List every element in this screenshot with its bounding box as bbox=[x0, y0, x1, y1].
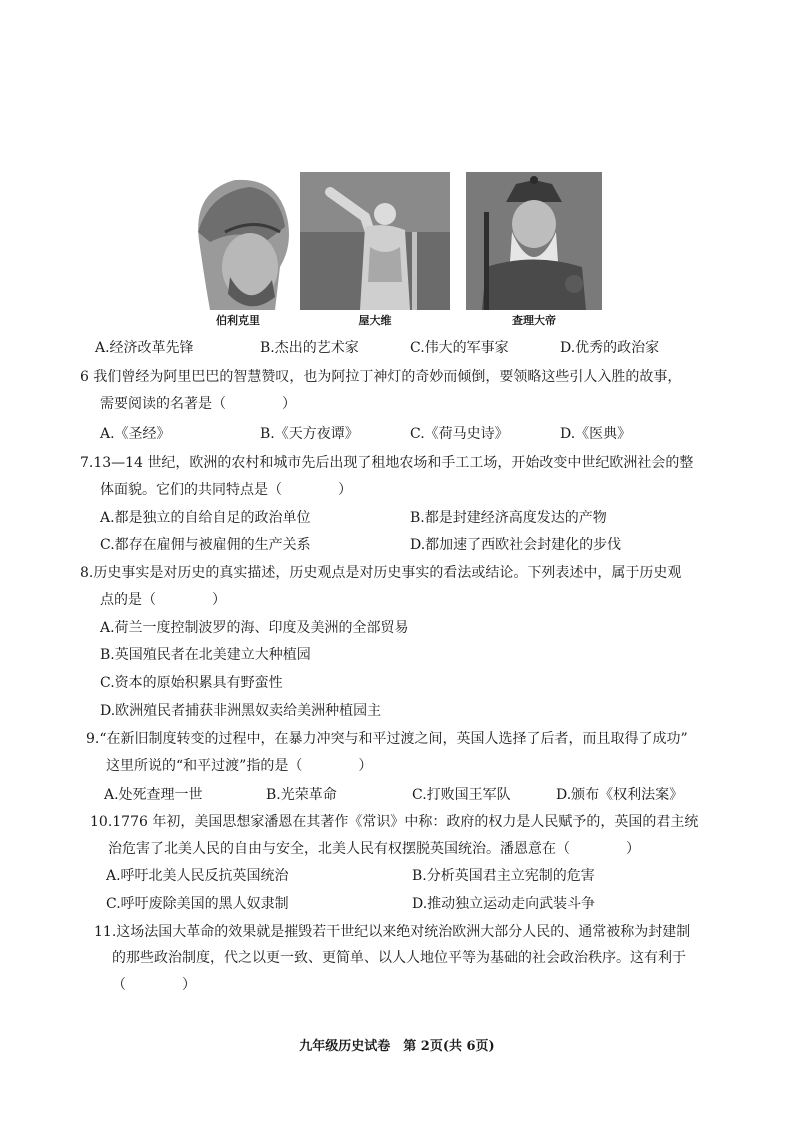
q8-option-b: B.英国殖民者在北美建立大种植园 bbox=[100, 647, 311, 663]
q8-option-a: A.荷兰一度控制波罗的海、印度及美洲的全部贸易 bbox=[100, 620, 409, 636]
q6-option-c: C.《荷马史诗》 bbox=[410, 426, 509, 442]
page-footer: 九年级历史试卷 第 2页(共 6页) bbox=[299, 1039, 495, 1054]
q9-option-a: A.处死查理一世 bbox=[104, 787, 203, 803]
caption-charlemagne: 查理大帝 bbox=[512, 314, 556, 327]
q8-option-d: D.欧洲殖民者捕获非洲黑奴卖给美洲种植园主 bbox=[100, 703, 382, 719]
q9-option-b: B.光荣革命 bbox=[266, 787, 337, 803]
q6-option-b: B.《天方夜谭》 bbox=[260, 426, 359, 442]
q10-stem-line-2: 治危害了北美人民的自由与安全，北美人民有权摆脱英国统治。潘恩意在（ ） bbox=[108, 841, 640, 857]
q10-stem-line-1: 10.1776 年初，美国思想家潘恩在其著作《常识》中称：政府的权力是人民赋予的，英国的君主统 bbox=[90, 814, 699, 830]
q11-stem-line-1: 11.这场法国大革命的效果就是摧毁若干世纪以来绝对统治欧洲大部分人民的、通常被称为封建制 bbox=[94, 924, 691, 940]
q7-option-b: B.都是封建经济高度发达的产物 bbox=[410, 510, 607, 526]
q11-stem-line-2: 的那些政治制度，代之以更一致、更简单、以人人地位平等为基础的社会政治秩序。这有利于 bbox=[112, 950, 686, 966]
q5-option-d: D.优秀的政治家 bbox=[560, 340, 660, 356]
q9-stem-line-1: 9.“在新旧制度转变的过程中，在暴力冲突与和平过渡之间，英国人选择了后者，而且取得了成功” bbox=[86, 731, 688, 747]
q9-option-c: C.打败国王军队 bbox=[412, 787, 511, 803]
q5-option-a: A.经济改革先锋 bbox=[95, 340, 194, 356]
pericles-portrait bbox=[180, 172, 295, 310]
q9-option-d: D.颁布《权利法案》 bbox=[556, 787, 684, 803]
q7-stem-line-1: 7.13—14 世纪，欧洲的农村和城市先后出现了租地农场和手工工场，开始改变中世纪欧洲社会的整 bbox=[80, 455, 694, 471]
q6-option-a: A.《圣经》 bbox=[100, 426, 171, 442]
q8-stem-line-2: 点的是（ ） bbox=[100, 592, 226, 608]
q10-option-d: D.推动独立运动走向武装斗争 bbox=[412, 896, 596, 912]
q7-option-c: C.都存在雇佣与被雇佣的生产关系 bbox=[100, 537, 311, 553]
q7-option-a: A.都是独立的自给自足的政治单位 bbox=[100, 510, 311, 526]
charlemagne-portrait bbox=[466, 172, 602, 310]
q5-option-b: B.杰出的艺术家 bbox=[260, 340, 359, 356]
caption-octavian: 屋大维 bbox=[358, 314, 392, 327]
q9-stem-line-2: 这里所说的“和平过渡”指的是（ ） bbox=[106, 758, 373, 774]
q5-option-c: C.伟大的军事家 bbox=[410, 340, 509, 356]
q7-stem-line-2: 体面貌。它们的共同特点是（ ） bbox=[100, 482, 352, 498]
octavian-statue bbox=[300, 172, 450, 310]
portraits-figure bbox=[180, 172, 602, 332]
q10-option-a: A.呼吁北美人民反抗英国统治 bbox=[106, 868, 289, 884]
q6-stem-line-2: 需要阅读的名著是（ ） bbox=[100, 396, 296, 412]
caption-pericles: 伯利克里 bbox=[216, 314, 260, 327]
q10-option-b: B.分析英国君主立宪制的危害 bbox=[412, 868, 595, 884]
q8-stem-line-1: 8.历史事实是对历史的真实描述，历史观点是对历史事实的看法或结论。下列表述中，属于历史观 bbox=[80, 565, 682, 581]
q7-option-d: D.都加速了西欧社会封建化的步伐 bbox=[410, 537, 622, 553]
q6-stem-line-1: 6 我们曾经为阿里巴巴的智慧赞叹，也为阿拉丁神灯的奇妙而倾倒，要领略这些引人入胜的故事， bbox=[80, 369, 682, 385]
q6-option-d: D.《医典》 bbox=[560, 426, 632, 442]
q8-option-c: C.资本的原始积累具有野蛮性 bbox=[100, 675, 283, 691]
q10-option-c: C.呼吁废除美国的黑人奴隶制 bbox=[106, 896, 289, 912]
q11-stem-line-3: （ ） bbox=[112, 977, 196, 993]
